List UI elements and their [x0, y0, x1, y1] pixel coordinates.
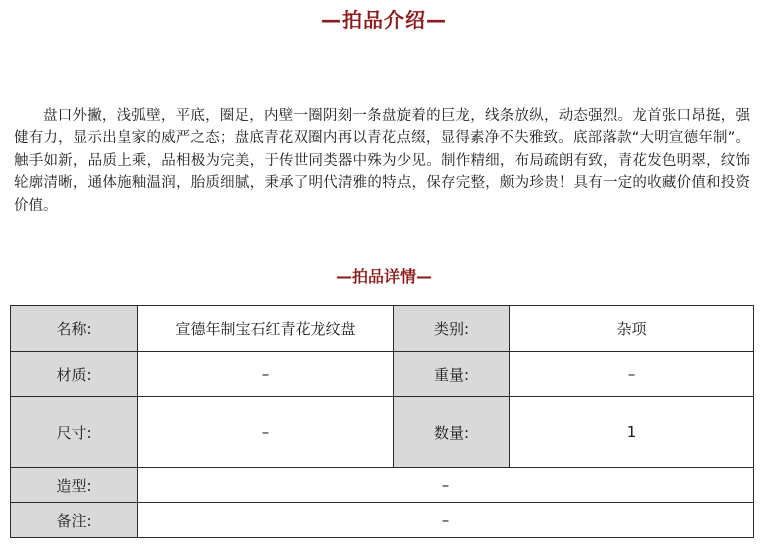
details-table: [10, 305, 754, 538]
quantity-label: 数量:: [394, 397, 510, 468]
table-row: [11, 503, 754, 538]
details-title: —拍品详情—: [335, 267, 432, 286]
category-value: 杂项: [510, 306, 754, 352]
intro-paragraph: 盘口外撇，浅弧壁，平底，圈足，内壁一圈阴刻一条盘旋着的巨龙，线条放纵，动态强烈。龙首张口昂挺，强健有力，显示出皇家的威严之态；盘底青花双圈内再以青花点缀，显得素净不失雅致。底部落款“大明宣德年制”。触手如新，品质上乘，品相极为完美，于传世同类器中殊为少见。制作精细，布局疏朗有致，青花发色明翠，纹饰轮廓清晰，通体施釉温润，胎质细腻，秉承了明代清雅的特点，保存完整，颇为珍贵！具有一定的收藏价值和投资价值。: [14, 107, 750, 214]
table-row: [11, 468, 754, 503]
table-row: [11, 397, 754, 468]
notes-label: 备注:: [11, 503, 138, 538]
notes-value: –: [138, 503, 754, 538]
category-label: 类别:: [394, 306, 510, 352]
shape-label: 造型:: [11, 468, 138, 503]
weight-value: –: [510, 352, 754, 397]
material-value: –: [138, 352, 394, 397]
intro-title: —拍品介绍—: [321, 8, 447, 32]
table-row: [11, 306, 754, 352]
size-label: 尺寸:: [11, 397, 138, 468]
name-label: 名称:: [11, 306, 138, 352]
table-row: [11, 352, 754, 397]
shape-value: –: [138, 468, 754, 503]
size-value: –: [138, 397, 394, 468]
weight-label: 重量:: [394, 352, 510, 397]
name-value: 宣德年制宝石红青花龙纹盘: [138, 306, 394, 352]
quantity-value: 1: [510, 397, 754, 468]
material-label: 材质:: [11, 352, 138, 397]
